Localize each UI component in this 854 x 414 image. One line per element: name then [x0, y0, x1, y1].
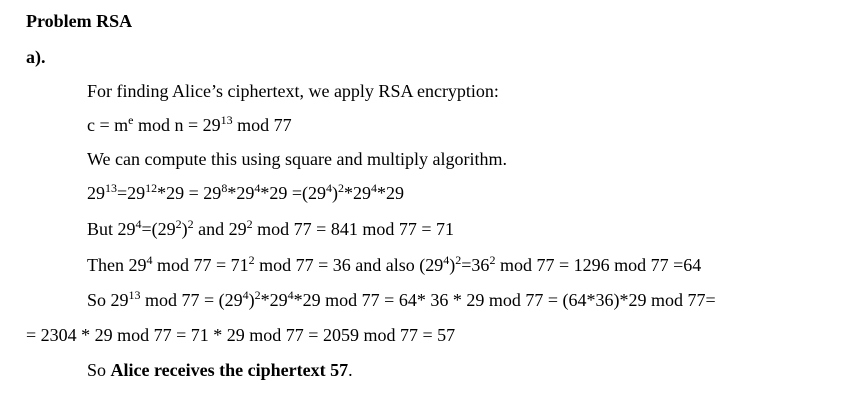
method-text: We can compute this using square and multiply algorithm.	[87, 149, 507, 169]
problem-title: Problem RSA	[26, 11, 133, 31]
conclusion: So Alice receives the ciphertext 57.	[87, 360, 353, 380]
second-squaring-step: Then $29^4$ mod $77 = 71^2$ mod 77 = 36 and also $(29^4)^2=36^2$ mod 77 = 1296 mod 77 =64	[87, 253, 702, 275]
intro-text: For finding Alice’s ciphertext, we apply RSA encryption:	[87, 81, 499, 101]
squaring-step: But $29^4=(29^2)^2$ and $29^2$ mod 77 = 841 mod 77 = 71	[87, 217, 454, 239]
expansion-equation: $29^{13}=29^{12}*29 = 29^8*29^4*29 =(29^4)^2*29^4*29$	[87, 181, 404, 203]
encryption-formula: $c = m^e$ mod $n = 29^{13}$ mod 77	[87, 113, 292, 135]
part-label: a).	[26, 47, 46, 67]
combination-step: So $29^{13}$ mod $77 = (29^4)^2*29^4*29$ mod 77 = 64* 36 * 29 mod 77 = (64*36)*29 mod 77=	[87, 288, 716, 310]
conclusion-emphasis: Alice receives the ciphertext 57	[110, 360, 349, 380]
continuation-line: = 2304 * 29 mod 77 = 71 * 29 mod 77 = 2059 mod 77 = 57	[26, 325, 456, 345]
